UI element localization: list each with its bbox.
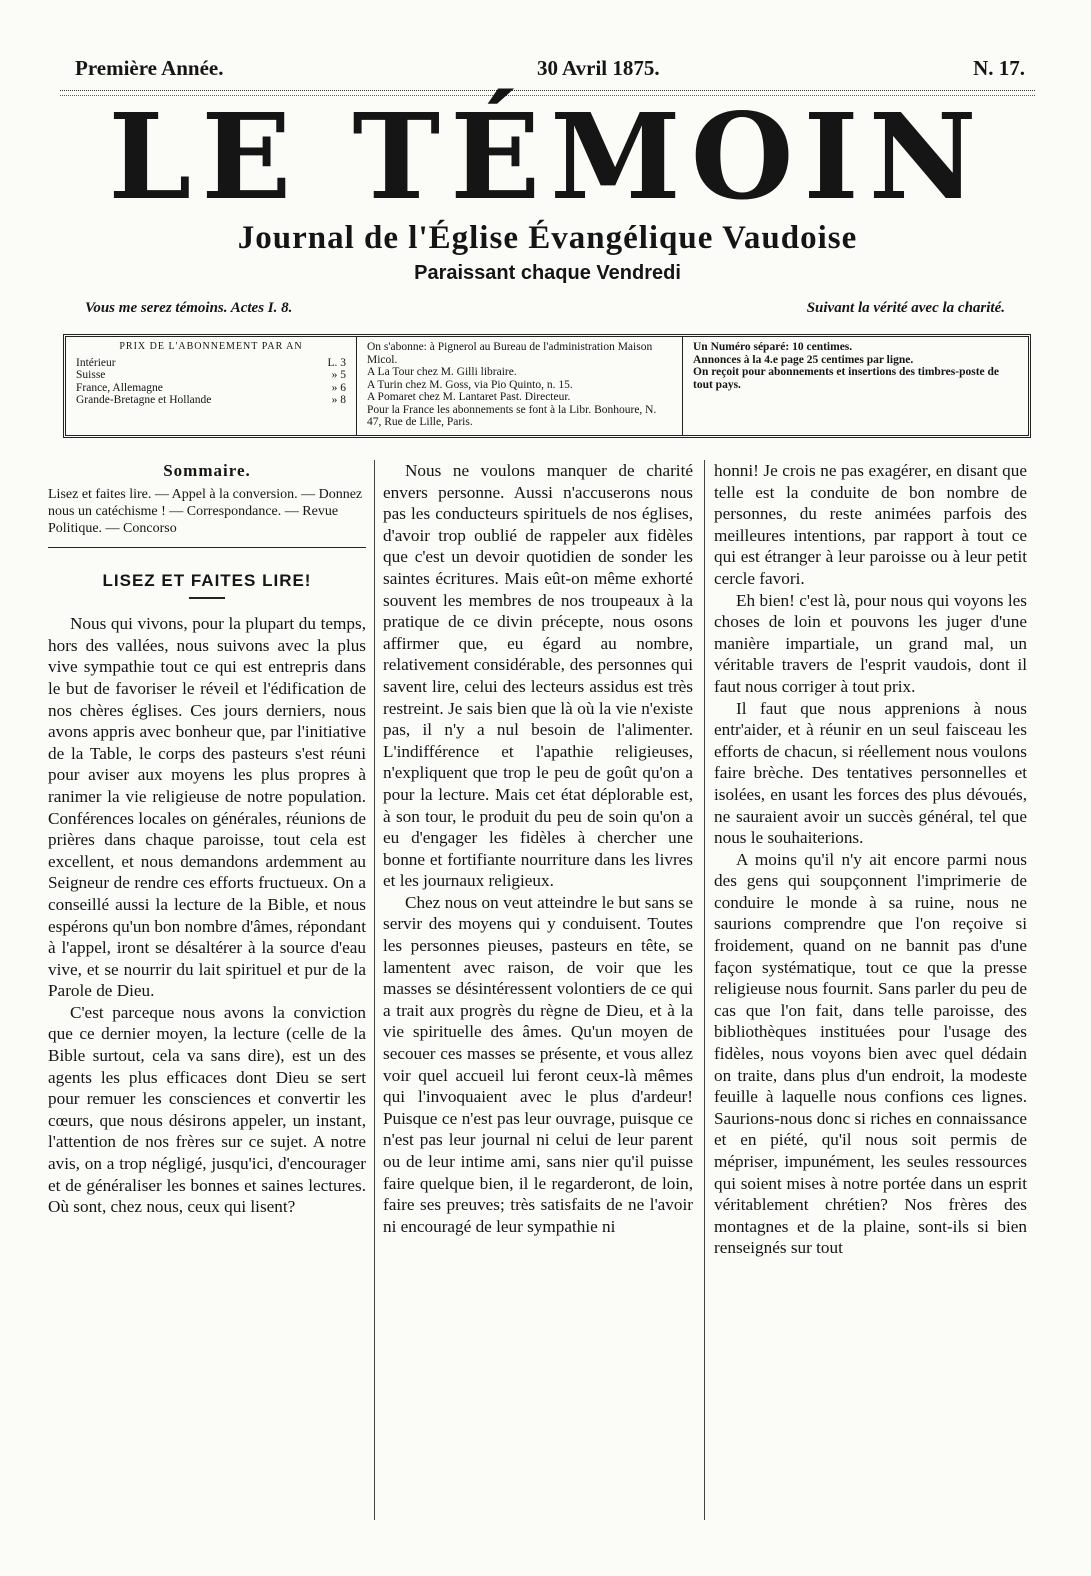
misc-line: Annonces à la 4.e page 25 centimes par ligne. [693, 353, 914, 366]
paragraph: Nous ne voulons manquer de charité envers personne. Aussi n'accuserons nous pas les conducteurs spirituels de nos églises, d'avoir trop oublié de rappeler aux fidèles que c'est un devoir quotidien de sonder les saintes écritures. Mais eût-on même exhorté souvent les membres de nos troupeaux à la pratique de ce divin précepte, nous osons affirmer que, eu égard au nombre, relativement considérable, des personnes qui savent lire, celui des lecteurs assidus est très restreint. Je sais bien que là où la vie n'existe pas, il n'y a nul besoin de l'alimenter. L'indifférence et l'apathie religieuses, n'expliquent que trop le peu de goût qu'on a pour la lecture. Mais cet état déplorable est, à son tour, le produit du peu de soin qu'on a eu d'engager les fidèles à chercher une bonne et fortifiante nourriture dans les livres et les journaux religieux. [383, 461, 693, 891]
misc-line: Un Numéro séparé: 10 centimes. [693, 341, 853, 353]
publication-frequency: Paraissant chaque Vendredi [414, 262, 681, 284]
price-value: L. 3 [327, 356, 346, 369]
paragraph: Eh bien! c'est là, pour nous qui voyons les choses de loin et pouvons les juger d'une manière impartiale, un grand mal, un véritable travers de l'esprit vaudois, dont il faut nous corriger à tout prix. [714, 590, 1027, 696]
price-heading: PRIX DE L'ABONNEMENT PAR AN [119, 341, 303, 352]
office-line: Pour la France les abonnements se font à la Libr. Bonhoure, N. 47, Rue de Lille, Paris. [367, 403, 657, 428]
subscription-box [63, 334, 1031, 438]
paragraph: Nous qui vivons, pour la plupart du temps, hors des vallées, nous suivons avec la plus vive sympathie tout ce qui est entrepris dans le but de favoriser le réveil et l'édification de nos chères églises. Ces jours derniers, nous avons appris avec bonheur que, par l'initiative de la Table, le corps des pasteurs s'est réuni pour aviser aux moyens les plus propres à ranimer la vie religieuse de notre population. Conférences locales on générales, réunions de prières dans chaque paroisse, tout cela est excellent, et nous demandons ardemment au Seigneur de rendre ces efforts fructueux. On a conseillé aussi la lecture de la Bible, et nous espérons qu'un bon nombre d'âmes, répondant à l'appel, iront se désaltérer à la source d'eau vive, et se nourrir du lait spirituel et pur de la Parole de Dieu. [48, 614, 366, 1001]
motto-right: Suivant la vérité avec la charité. [806, 300, 1005, 316]
motto-left: Vous me serez témoins. Actes I. 8. [85, 300, 293, 316]
office-line: A La Tour chez M. Gilli libraire. [367, 366, 517, 378]
issue-date: 30 Avril 1875. [536, 56, 660, 80]
misc-line: On reçoit pour abonnements et insertions des timbres-poste de tout pays. [693, 366, 1000, 391]
office-line: On s'abonne: à Pignerol au Bureau de l'administration Maison Micol. [367, 341, 653, 366]
article-title: LISEZ ET FAITES LIRE! [102, 570, 312, 590]
office-line: A Pomaret chez M. Lantaret Past. Directeur. [367, 391, 571, 403]
paragraph: C'est parceque nous avons la conviction que ce dernier moyen, la lecture (celle de la Bible surtout, cela va sans dire), est un des agents les plus efficaces dont Dieu se sert pour remuer les consciences et convertir les cœurs, que nous désirons appeler, un instant, l'attention de nos frères sur ce sujet. A notre avis, on a trop négligé, jusqu'ici, d'encourager et de généraliser les bonnes et saines lectures. Où sont, chez nous, ceux qui lisent? [48, 1002, 366, 1217]
column-2 [383, 460, 693, 1237]
price-label: Grande-Bretagne et Hollande [76, 394, 212, 406]
paragraph: Chez nous on veut atteindre le but sans se servir des moyens qui y conduisent. Toutes les personnes pieuses, pasteurs en tête, se lamentent avec raison, de voir que les masses se désintéressent volontiers de ce qui a trait aux progrès du règne de Dieu, et à la vie spirituelle des âmes. Qu'un moyen de secouer ces masses se présente, et vous allez voir quel accueil lui feront ceux-là mêmes qui l'invoquaient avec le plus d'ardeur! Puisque ce n'est pas leur ouvrage, puisque ce n'est pas leur journal ni celui de leur parent ou de leur intime ami, sans nier qu'il puisse faire quelque bien, il le regarderont, de loin, faire ses preuves; très satisfaits de ne l'avoir ni encouragé de leur sympathie ni [383, 892, 693, 1236]
price-label: Suisse [76, 369, 106, 381]
price-label: Intérieur [76, 356, 116, 369]
misc-info [683, 337, 1028, 435]
price-row [76, 357, 346, 370]
price-value: » 8 [331, 394, 346, 406]
sommaire-title: Sommaire. [163, 461, 251, 480]
price-row [76, 382, 346, 395]
masthead [60, 87, 1035, 285]
sommaire-text: Lisez et faites lire. — Appel à la conversion. — Donnez nous un catéchisme ! — Correspondance. — Revue Politique. — Concorso [48, 486, 363, 536]
issue-number: N. 17. [973, 56, 1025, 80]
newspaper-title: LE TÉMOIN [108, 87, 987, 226]
title-dash [189, 597, 225, 599]
mottos [85, 300, 1005, 317]
price-value: » 6 [331, 381, 346, 394]
top-line [75, 56, 1025, 81]
paragraph: Il faut que nous apprenions à nous entr'aider, et à réunir en un seul faisceau les efforts de chacun, si réellement nous voulons faire brèche. Des tentatives personnelles et isolées, en usant les forces des plus dévoués, ne sauraient avoir un succès général, tel que nous le souhaiterions. [714, 698, 1027, 848]
column-1 [48, 460, 366, 1218]
price-row [76, 369, 346, 382]
column-3 [714, 460, 1027, 1259]
price-value: » 5 [331, 369, 346, 381]
paragraph: A moins qu'il n'y ait encore parmi nous des gens qui soupçonnent l'imprimerie de conduire le monde à sa ruine, nous ne saurions comprendre que l'on reçoive si froidement, quand on ne bannit pas d'une façon systématique, tout ce que la presse religieuse nous fournit. Sans parler du peu de cas que l'on fait, dans telle paroisse, des bibliothèques instituées pour l'usage des fidèles, nous voyons bien avec quel dédain on traite, dans plus d'un endroit, la modeste feuille à laquelle nous confions ces lignes. Saurions-nous donc si riches en connaissance et en piété, qu'il nous soit permis de mépriser, impunément, les seules ressources qui soient mises à notre portée dans un esprit véritablement chrétien? Nos frères des montagnes et de la plaine, sont-ils si bien renseignés sur tout [714, 849, 1027, 1258]
year-label: Première Année. [75, 56, 224, 80]
section-divider [48, 547, 366, 548]
newspaper-subtitle: Journal de l'Église Évangélique Vaudoise [237, 220, 858, 256]
price-label: France, Allemagne [76, 381, 163, 394]
column-divider [374, 460, 375, 1520]
paragraph: honni! Je crois ne pas exagérer, en disant que telle est la conduite de bon nombre de personnes, du reste animées parfois des meilleures intentions, par rapport à tout ce qui est étranger à leur paroisse ou à leur petit cercle favori. [714, 461, 1027, 588]
subscription-offices [357, 337, 683, 435]
column-divider [704, 460, 705, 1520]
office-line: A Turin chez M. Goss, via Pio Quinto, n. 15. [367, 378, 573, 391]
price-table [66, 337, 357, 435]
price-row [76, 394, 346, 407]
